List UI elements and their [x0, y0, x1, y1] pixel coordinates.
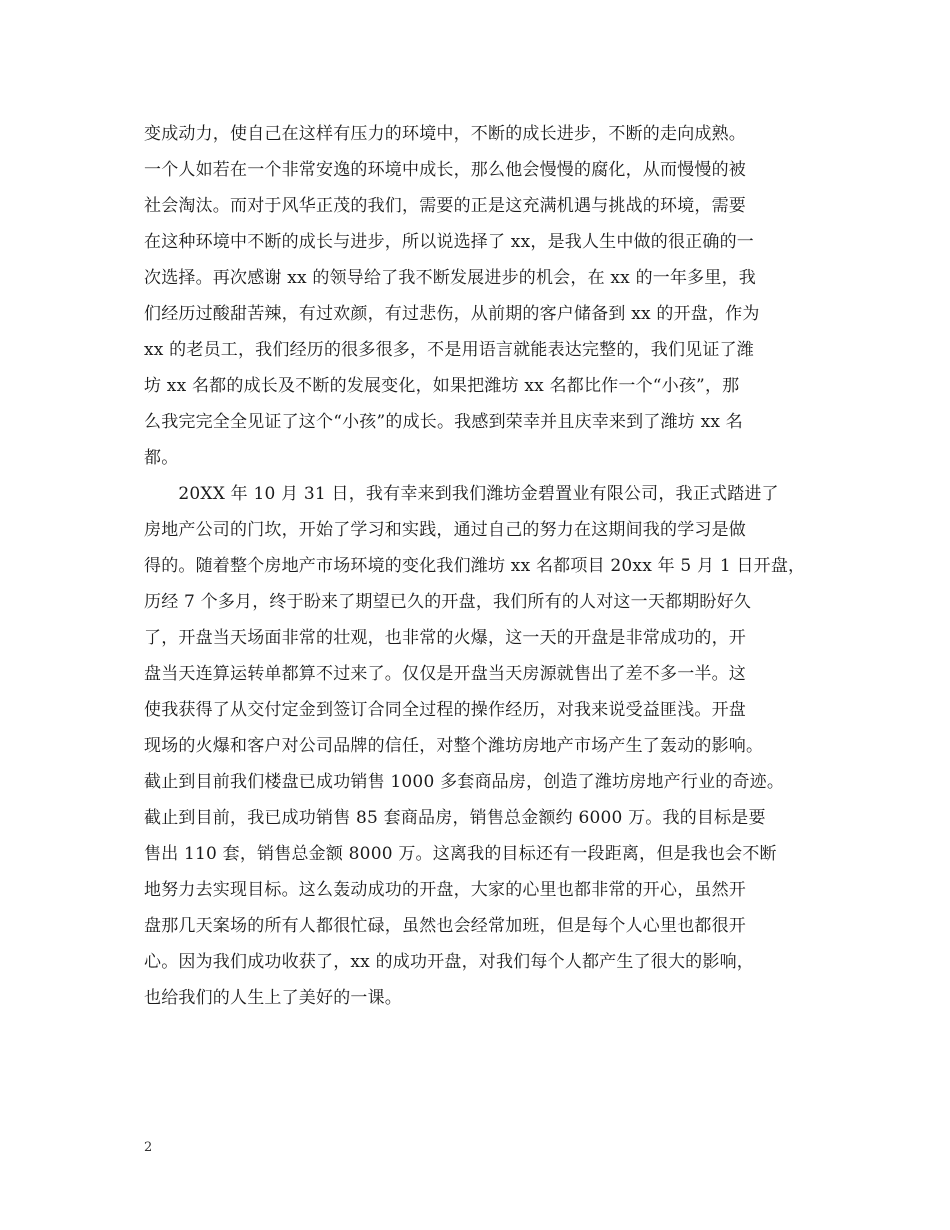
text-line: 社会淘汰。而对于风华正茂的我们，需要的正是这充满机遇与挑战的环境，需要 — [144, 196, 746, 216]
text-line: 20XX 年 10 月 31 日，我有幸来到我们潍坊金碧置业有限公司，我正式踏进了 — [144, 484, 779, 504]
text-line: 心。因为我们成功收获了，xx 的成功开盘，对我们每个人都产生了很大的影响， — [144, 952, 754, 972]
text-line: 变成动力，使自己在这样有压力的环境中，不断的成长进步，不断的走向成熟。 — [144, 124, 746, 144]
text-line: 现场的火爆和客户对公司品牌的信任，对整个潍坊房地产市场产生了轰动的影响。 — [144, 736, 764, 756]
text-line: 了，开盘当天场面非常的壮观，也非常的火爆，这一天的开盘是非常成功的，开 — [144, 628, 746, 648]
text-line: 坊 xx 名都的成长及不断的发展变化，如果把潍坊 xx 名都比作一个“小孩”，那 — [144, 376, 740, 396]
text-line: 盘当天连算运转单都算不过来了。仅仅是开盘当天房源就售出了差不多一半。这 — [144, 664, 746, 684]
text-line: 售出 110 套，销售总金额 8000 万。这离我的目标还有一段距离，但是我也会不断 — [144, 844, 777, 864]
text-line: 截止到目前，我已成功销售 85 套商品房，销售总金额约 6000 万。我的目标是要 — [144, 808, 766, 828]
text-line: 在这种环境中不断的成长与进步，所以说选择了 xx，是我人生中做的很正确的一 — [144, 232, 754, 252]
text-line: 一个人如若在一个非常安逸的环境中成长，那么他会慢慢的腐化，从而慢慢的被 — [144, 160, 746, 180]
text-line: 房地产公司的门坎，开始了学习和实践，通过自己的努力在这期间我的学习是做 — [144, 520, 746, 540]
text-line: xx 的老员工，我们经历的很多很多，不是用语言就能表达完整的，我们见证了潍 — [144, 340, 754, 360]
text-line: 们经历过酸甜苦辣，有过欢颜，有过悲伤，从前期的客户储备到 xx 的开盘，作为 — [144, 304, 760, 324]
text-line: 历经 7 个多月，终于盼来了期望已久的开盘，我们所有的人对这一天都期盼好久 — [144, 592, 752, 612]
text-line: 都。 — [144, 448, 179, 468]
text-line: 也给我们的人生上了美好的一课。 — [144, 988, 402, 1008]
text-line: 次选择。再次感谢 xx 的领导给了我不断发展进步的机会，在 xx 的一年多里，我 — [144, 268, 756, 288]
text-line: 使我获得了从交付定金到签订合同全过程的操作经历，对我来说受益匪浅。开盘 — [144, 700, 746, 720]
text-line: 么我完完全全见证了这个“小孩”的成长。我感到荣幸并且庆幸来到了潍坊 xx 名 — [144, 412, 743, 432]
page-number: 2 — [144, 1140, 153, 1155]
text-line: 盘那几天案场的所有人都很忙碌，虽然也会经常加班，但是每个人心里也都很开 — [144, 916, 746, 936]
text-line: 截止到目前我们楼盘已成功销售 1000 多套商品房，创造了潍坊房地产行业的奇迹。 — [144, 772, 785, 792]
text-line: 得的。随着整个房地产市场环境的变化我们潍坊 xx 名都项目 20xx 年 5 月 1 日开盘， — [144, 556, 806, 576]
body-text — [144, 116, 814, 1016]
text-line: 地努力去实现目标。这么轰动成功的开盘，大家的心里也都非常的开心，虽然开 — [144, 880, 746, 900]
